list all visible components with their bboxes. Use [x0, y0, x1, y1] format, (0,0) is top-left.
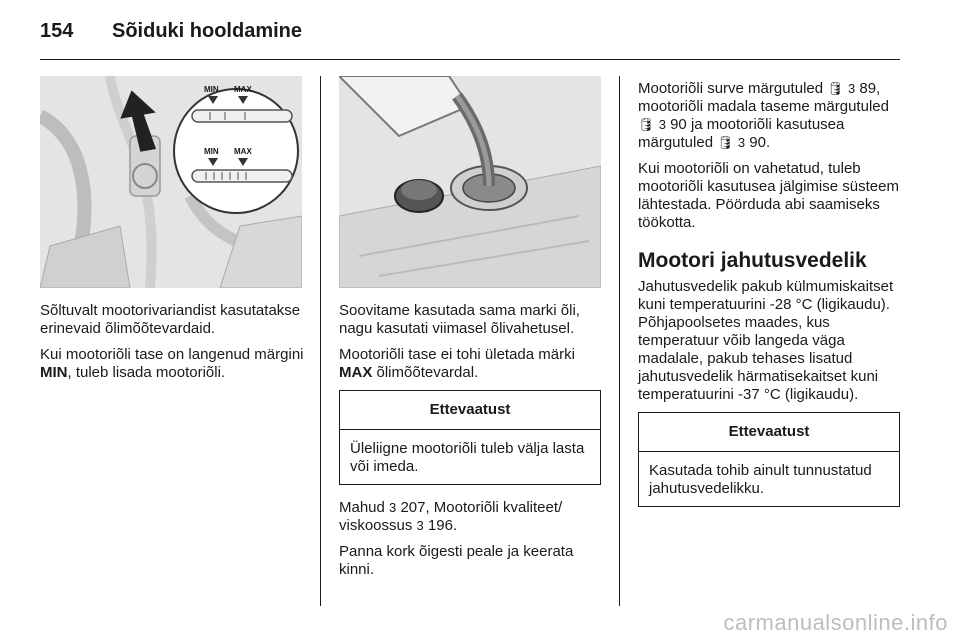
caution-text: Kasutada tohib ainult tunnustatud jahutusvedelikku.: [649, 462, 872, 497]
caution-text: Üleliigne mootoriõli tuleb välja lasta või imeda.: [350, 440, 585, 475]
paragraph: Soovitame kasutada sama marki õli, nagu kasutati viimasel õlivahetusel.: [339, 302, 580, 337]
caution-box: [339, 390, 601, 485]
paragraph: Jahutusvedelik pakub külmumiskaitset kuni temperatuurini -28 °C (ligikaudu). Põhjapoolsetes maades, kus temperatuur võib langeda väga madalale, pakub tehases lisatud jahutusvedelik härmatisekaitset kuni temperatuurini -37 °C (ligikaudu).: [638, 278, 894, 403]
page-reference-icon: 3: [737, 135, 746, 150]
min-keyword: MIN: [40, 364, 68, 381]
oil-pressure-warning-icon: 🛢: [827, 81, 844, 96]
paragraph: Kui mootoriõli on vahetatud, tuleb mootoriõli kasutusea jälgimise süsteem lähtestada. Pöörduda abi saamiseks töökotta.: [638, 160, 899, 231]
oil-level-warning-icon: 🛢: [638, 117, 655, 132]
column-1: [40, 302, 310, 390]
dipstick-min-label-2: MIN: [204, 147, 219, 156]
column-divider-2: [619, 76, 620, 606]
oil-life-warning-icon: 🛢: [717, 135, 734, 150]
caution-title: Ettevaatust: [340, 391, 600, 430]
section-heading: Mootori jahutusvedelik: [638, 249, 867, 272]
caution-box: [638, 412, 900, 507]
oil-pouring-illustration: [339, 76, 601, 288]
dipstick-max-label-1: MAX: [234, 85, 252, 94]
watermark: carmanualsonline.info: [723, 610, 948, 635]
dipstick-illustration: [40, 76, 302, 288]
paragraph: Mootoriõli tase ei tohi ületada märki MAX õlimõõtevardal.: [339, 346, 575, 381]
page-title: Sõiduki hooldamine: [112, 20, 303, 42]
column-3: [638, 80, 900, 521]
paragraph: Panna kork õigesti peale ja keerata kinni.: [339, 543, 574, 578]
page-number: 154: [40, 20, 74, 42]
page-reference-icon: 3: [658, 117, 666, 132]
page-reference-icon: 3: [389, 500, 397, 515]
page-reference-icon: 3: [847, 81, 856, 96]
paragraph: Sõltuvalt mootorivariandist kasutatakse erinevaid õlimõõtevardaid.: [40, 302, 301, 337]
dipstick-min-label-1: MIN: [204, 85, 219, 94]
column-divider-1: [320, 76, 321, 606]
dipstick-max-label-2: MAX: [234, 147, 252, 156]
paragraph: Mahud 3 207, Mootoriõli kvaliteet/ viskoossus 3 196.: [339, 499, 563, 534]
paragraph: Kui mootoriõli tase on langenud märgini MIN, tuleb lisada mootoriõli.: [40, 346, 304, 381]
paragraph: Mootoriõli surve märgutuled 🛢 3 89, mootoriõli madala taseme märgutuled 🛢 3 90 ja mootoriõli kasutusea märgutuled 🛢 3 90.: [638, 80, 889, 151]
header-rule: [40, 59, 900, 60]
max-keyword: MAX: [339, 364, 373, 381]
column-2: [339, 302, 601, 587]
page-reference-icon: 3: [416, 518, 424, 533]
caution-title: Ettevaatust: [639, 413, 899, 452]
